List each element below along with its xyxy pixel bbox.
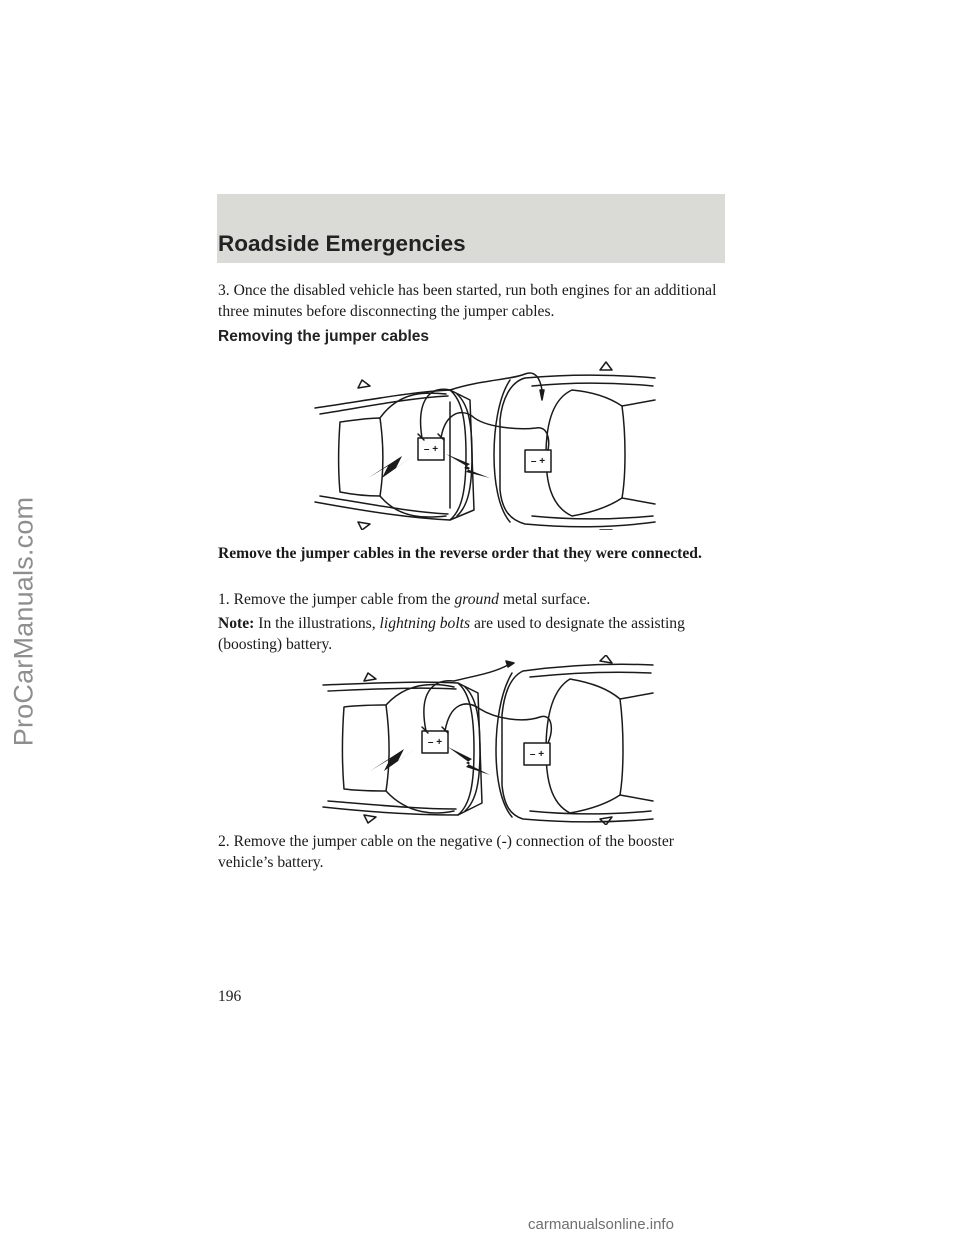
right-car <box>496 655 653 825</box>
paragraph-note <box>218 613 718 655</box>
lightning-bolt-icon <box>448 747 490 775</box>
note-text: In the illustrations, <box>254 615 380 632</box>
removing-cables-heading: Removing the jumper cables <box>218 328 430 345</box>
lightning-bolt-icon <box>370 747 418 771</box>
step1-text: 1. Remove the jumper cable from the <box>218 591 455 608</box>
battery-left-terminals: – + <box>423 444 439 455</box>
step1-italic: ground <box>454 591 499 608</box>
battery-right-terminals: – + <box>529 749 545 760</box>
battery-right <box>525 450 551 472</box>
side-watermark-text: ProCarManuals.com <box>8 496 39 746</box>
battery-right <box>524 743 550 765</box>
paragraph-step-2: 2. Remove the jumper cable on the negative (-) connection of the booster vehicle’s battery. <box>218 833 674 871</box>
remove-instruction: Remove the jumper cables in the reverse order that they were connected. <box>218 545 702 562</box>
lightning-bolt-icon <box>446 454 490 478</box>
note-label: Note: <box>218 615 255 632</box>
step1-text-end: metal surface. <box>498 591 591 608</box>
footer-watermark: carmanualsonline.info <box>528 1216 674 1233</box>
paragraph-step-1 <box>218 589 718 610</box>
figure-jumper-cables-2 <box>318 655 658 825</box>
lightning-bolt-icon <box>368 454 416 478</box>
paragraph-step-3: 3. Once the disabled vehicle has been started, run both engines for an additional three minutes before disconnecting the jumper cables. <box>218 282 717 320</box>
battery-left-terminals: – + <box>427 737 443 748</box>
battery-left <box>418 438 444 460</box>
note-italic: lightning bolts <box>379 615 471 632</box>
right-car <box>494 362 655 530</box>
battery-right-terminals: – + <box>530 456 546 467</box>
battery-left <box>422 731 448 753</box>
left-car <box>323 673 482 823</box>
page-number: 196 <box>218 988 242 1005</box>
left-car <box>315 380 474 530</box>
figure-jumper-cables-1 <box>310 360 660 530</box>
side-watermark <box>2 0 46 1242</box>
section-title: Roadside Emergencies <box>218 231 466 256</box>
note-text-end: are used to designate the assisting (boosting) battery. <box>218 615 685 653</box>
